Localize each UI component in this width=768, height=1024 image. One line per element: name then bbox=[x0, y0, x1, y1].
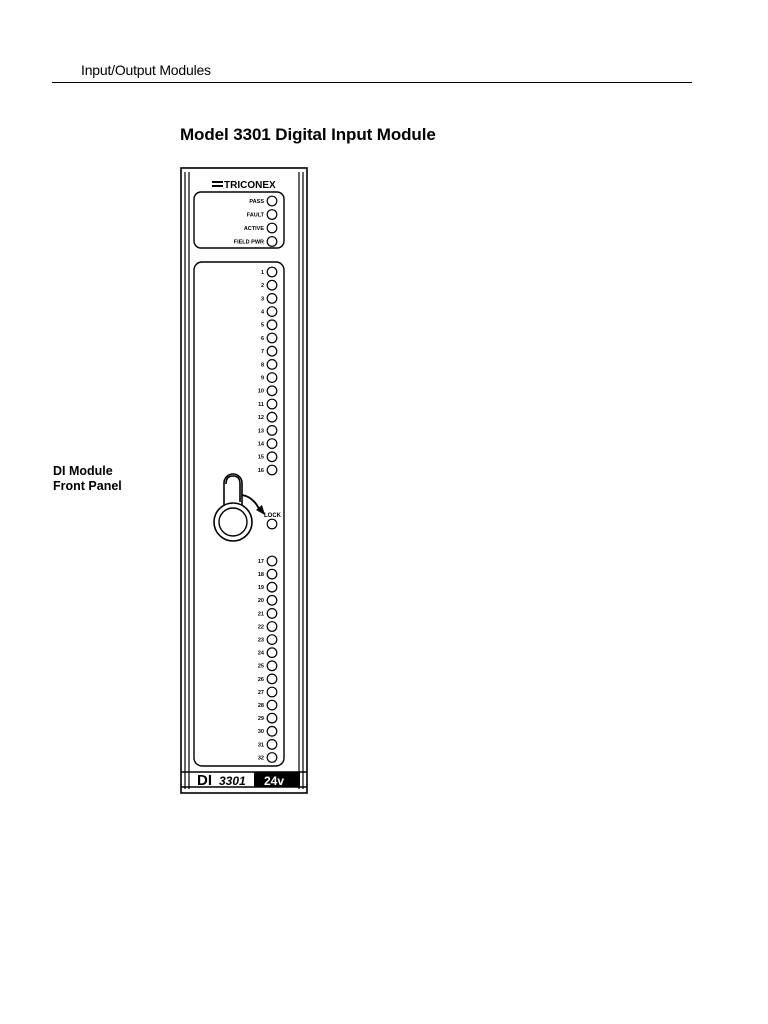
point-led bbox=[267, 307, 277, 317]
running-header: Input/Output Modules bbox=[81, 62, 211, 78]
point-label: 24 bbox=[257, 650, 264, 657]
point-label: 1 bbox=[260, 269, 264, 276]
point-label: 22 bbox=[257, 624, 264, 631]
point-label: 8 bbox=[260, 362, 264, 369]
point-label: 26 bbox=[257, 676, 264, 683]
point-led bbox=[267, 582, 277, 592]
point-label: 20 bbox=[257, 598, 264, 605]
status-led bbox=[267, 196, 277, 206]
point-label: 9 bbox=[260, 375, 264, 382]
brand-name: TRICONEX bbox=[224, 180, 276, 191]
point-led bbox=[267, 412, 277, 422]
point-led bbox=[267, 569, 277, 579]
points-lower-group bbox=[258, 556, 277, 762]
key-lock-inner bbox=[219, 508, 247, 536]
point-led bbox=[267, 648, 277, 658]
points-upper-group bbox=[258, 267, 277, 475]
point-led bbox=[267, 674, 277, 684]
point-label: 10 bbox=[257, 388, 264, 395]
point-led bbox=[267, 294, 277, 304]
brand-bar-bottom bbox=[212, 185, 223, 187]
point-led bbox=[267, 426, 277, 436]
point-led bbox=[267, 556, 277, 566]
point-led bbox=[267, 439, 277, 449]
point-label: 4 bbox=[260, 309, 264, 316]
point-label: 6 bbox=[260, 335, 264, 342]
point-led bbox=[267, 622, 277, 632]
key-lock[interactable] bbox=[214, 474, 265, 541]
point-led bbox=[267, 386, 277, 396]
point-label: 11 bbox=[258, 401, 264, 408]
point-label: 18 bbox=[257, 572, 264, 579]
page-title: Model 3301 Digital Input Module bbox=[180, 125, 436, 144]
lock-label: LOCK bbox=[264, 513, 281, 519]
status-led-group bbox=[234, 196, 277, 246]
point-label: 16 bbox=[257, 467, 264, 474]
brand-bar-top bbox=[212, 181, 223, 183]
point-label: 31 bbox=[257, 742, 264, 749]
point-led bbox=[267, 360, 277, 370]
point-led bbox=[267, 687, 277, 697]
point-label: 23 bbox=[257, 637, 264, 644]
point-led bbox=[267, 373, 277, 383]
point-led bbox=[267, 700, 277, 710]
point-label: 12 bbox=[257, 415, 264, 422]
point-led bbox=[267, 280, 277, 290]
point-label: 19 bbox=[257, 585, 264, 592]
point-label: 28 bbox=[257, 703, 264, 710]
point-led bbox=[267, 465, 277, 475]
point-led bbox=[267, 452, 277, 462]
model-prefix: DI bbox=[197, 772, 212, 789]
point-led bbox=[267, 399, 277, 409]
point-led bbox=[267, 635, 277, 645]
point-led bbox=[267, 596, 277, 606]
lock-led bbox=[267, 519, 277, 529]
point-led bbox=[267, 661, 277, 671]
key-slot-cover bbox=[227, 476, 239, 502]
point-label: 15 bbox=[257, 454, 264, 461]
point-led bbox=[267, 609, 277, 619]
point-label: 2 bbox=[260, 283, 264, 290]
point-label: 5 bbox=[260, 322, 264, 329]
point-label: 17 bbox=[257, 558, 264, 565]
status-led bbox=[267, 223, 277, 233]
point-led bbox=[267, 740, 277, 750]
status-label: FAULT bbox=[246, 212, 264, 219]
point-label: 25 bbox=[257, 663, 264, 670]
point-label: 30 bbox=[257, 729, 264, 736]
status-led bbox=[267, 237, 277, 247]
voltage-label: 24v bbox=[264, 774, 285, 788]
point-led bbox=[267, 346, 277, 356]
point-led bbox=[267, 267, 277, 277]
point-label: 32 bbox=[257, 755, 264, 762]
point-label: 13 bbox=[257, 428, 264, 435]
point-led bbox=[267, 333, 277, 343]
point-led bbox=[267, 320, 277, 330]
status-label: ACTIVE bbox=[243, 225, 264, 232]
model-number: 3301 bbox=[219, 774, 246, 788]
point-led bbox=[267, 727, 277, 737]
status-label: FIELD PWR bbox=[233, 239, 264, 246]
status-label: PASS bbox=[249, 198, 264, 205]
brand-logo bbox=[212, 180, 276, 191]
caption-line-1: DI Module bbox=[53, 464, 113, 478]
caption-line-2: Front Panel bbox=[53, 479, 122, 493]
point-led bbox=[267, 753, 277, 763]
point-label: 3 bbox=[260, 296, 264, 303]
point-label: 29 bbox=[257, 716, 264, 723]
point-label: 14 bbox=[257, 441, 264, 448]
status-led bbox=[267, 210, 277, 220]
point-label: 27 bbox=[257, 689, 264, 696]
point-led bbox=[267, 713, 277, 723]
point-label: 7 bbox=[260, 349, 264, 356]
point-label: 21 bbox=[257, 611, 264, 618]
